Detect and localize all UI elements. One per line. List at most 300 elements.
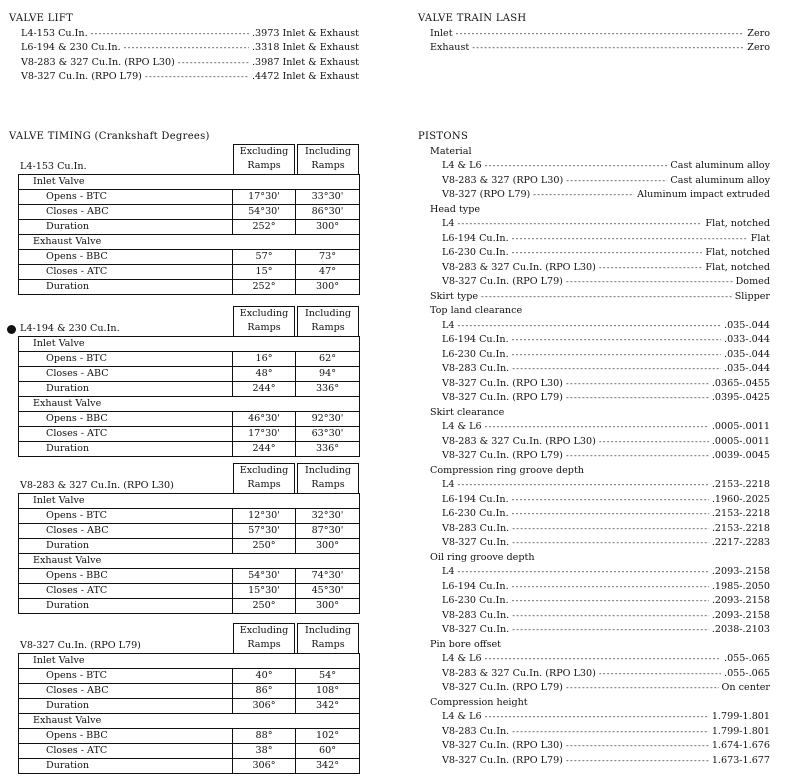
piston-spec-row-value: .055-.065 (724, 667, 770, 679)
piston-spec-row (430, 261, 770, 276)
including-ramps-value: 54° (318, 670, 336, 681)
valve-timing-table (18, 144, 360, 295)
col-ramps-label: Ramps (247, 322, 281, 333)
event-name: Opens - BTC (19, 669, 233, 683)
piston-spec-row-label: L4 (442, 479, 455, 490)
col-excluding-ramps (233, 144, 295, 174)
engine-label: L4-153 Cu.In. (20, 161, 87, 172)
piston-spec-row (430, 725, 770, 740)
including-ramps-value: 87°30' (311, 525, 344, 536)
leader-dashes (91, 27, 249, 42)
leader-dashes (566, 681, 719, 696)
piston-spec-row (430, 159, 770, 174)
piston-spec-row (430, 391, 770, 406)
piston-spec-row-value: Flat, notched (705, 247, 770, 258)
piston-spec-row-label: V8-283 Cu.In. (442, 522, 510, 534)
piston-spec-row (430, 536, 770, 551)
table-row (19, 599, 359, 613)
piston-spec-row-label: V8-283 Cu.In. (442, 363, 510, 374)
exhaust-valve-group: Exhaust Valve (19, 714, 359, 729)
table-row (19, 352, 359, 367)
leader-dashes (512, 594, 709, 609)
piston-spec-row-label: L4 & L6 (442, 711, 482, 722)
piston-spec-row (430, 333, 770, 348)
piston-spec-row (430, 478, 770, 493)
piston-spec-row-value: Flat, notched (705, 261, 770, 273)
including-ramps-value: 342° (315, 760, 340, 771)
excluding-ramps-value: 40° (233, 669, 296, 683)
excluding-ramps-value: 250° (233, 539, 296, 553)
piston-spec-row-value: 1.799-1.801 (711, 711, 770, 722)
piston-spec-row-label: L6-194 Cu.In. (442, 493, 509, 505)
piston-spec-row-label: L4 (442, 319, 455, 331)
piston-spec-row (430, 362, 770, 377)
leader-dashes (512, 362, 721, 377)
table-body (18, 493, 360, 614)
piston-spec-row-label: V8-327 Cu.In. (442, 624, 510, 635)
excluding-ramps-value: 250° (233, 599, 296, 613)
piston-spec-row-value: .2217-.2283 (711, 537, 770, 548)
piston-spec-row (430, 420, 770, 435)
piston-spec-row-value: .0395-.0425 (711, 392, 770, 403)
piston-heading-label: Top land clearance (430, 305, 523, 316)
excluding-ramps-value: 15°30' (233, 584, 296, 598)
table-header (18, 463, 360, 493)
piston-heading-row (430, 290, 770, 305)
including-ramps-value: 86°30' (311, 206, 344, 217)
piston-spec-row-value: .033-.044 (724, 334, 770, 345)
valve-lift-row-label: L4-153 Cu.In. (21, 27, 88, 39)
leader-dashes (512, 580, 709, 595)
leader-dashes (512, 725, 709, 740)
leader-dashes (457, 478, 708, 493)
inlet-valve-group: Inlet Valve (19, 494, 359, 509)
piston-heading-label: Skirt clearance (430, 406, 505, 418)
including-ramps-value: 32°30' (311, 510, 344, 521)
event-name: Duration (19, 759, 233, 773)
piston-spec-row-value: .1985-.2050 (711, 580, 770, 592)
leader-dashes (512, 507, 709, 522)
table-row (19, 569, 359, 584)
piston-spec-row-value: .2038-.2103 (711, 624, 770, 635)
piston-spec-row-label: V8-283 Cu.In. (442, 725, 510, 737)
table-body (18, 174, 360, 295)
col-excluding-label: Excluding (239, 146, 289, 157)
piston-spec-row-value: Flat (750, 232, 770, 244)
event-name: Duration (19, 599, 233, 613)
leader-dashes (566, 449, 709, 464)
col-excluding-label: Excluding (239, 625, 289, 636)
piston-spec-row-value: Flat, notched (705, 218, 770, 229)
piston-spec-row (430, 232, 770, 247)
valve-lift-row-value: .3973 Inlet & Exhaust (252, 27, 359, 39)
valve-timing-table (18, 463, 360, 614)
including-ramps-value: 300° (315, 281, 340, 292)
including-ramps-value: 73° (318, 251, 336, 262)
col-ramps-label: Ramps (311, 322, 345, 333)
piston-spec-row-label: L4 & L6 (442, 653, 482, 664)
piston-heading (430, 406, 770, 421)
event-name: Opens - BTC (19, 352, 233, 366)
piston-spec-row-value: .1960-.2025 (711, 493, 770, 505)
piston-spec-row-label: V8-327 Cu.In. (RPO L79) (442, 754, 563, 766)
piston-heading-label: Material (430, 145, 472, 157)
exhaust-valve-group: Exhaust Valve (19, 554, 359, 569)
piston-heading (430, 145, 770, 160)
leader-dashes (599, 261, 703, 276)
leader-dashes (512, 522, 709, 537)
piston-spec-row-value: On center (721, 682, 770, 693)
piston-heading (430, 304, 770, 319)
valve-lift-row-value: .4472 Inlet & Exhaust (252, 71, 359, 82)
piston-spec-row-value: 1.799-1.801 (711, 725, 770, 737)
excluding-ramps-value: 252° (233, 220, 296, 234)
piston-heading-row-value: Slipper (734, 290, 770, 302)
excluding-ramps-value: 54°30' (233, 205, 296, 219)
table-row (19, 250, 359, 265)
leader-dashes (533, 188, 634, 203)
table-row (19, 729, 359, 744)
piston-spec-row-value: 1.674-1.676 (711, 740, 770, 751)
piston-spec-row-value: .2153-.2218 (711, 508, 770, 519)
col-excluding-label: Excluding (239, 465, 289, 476)
including-ramps-value: 342° (315, 700, 340, 711)
excluding-ramps-value: 17°30' (233, 190, 296, 204)
table-row (19, 759, 359, 773)
col-excluding-label: Excluding (239, 308, 289, 319)
event-name: Closes - ABC (19, 524, 233, 538)
piston-heading-label: Oil ring groove depth (430, 551, 535, 563)
table-row (19, 442, 359, 456)
piston-spec-row-value: .2093-.2158 (711, 595, 770, 606)
excluding-ramps-value: 17°30' (233, 427, 296, 441)
col-ramps-label: Ramps (247, 160, 281, 171)
piston-spec-row (430, 652, 770, 667)
including-ramps-value: 45°30' (311, 585, 344, 596)
leader-dashes (456, 27, 745, 42)
event-name: Closes - ATC (19, 427, 233, 441)
excluding-ramps-value: 244° (233, 382, 296, 396)
including-ramps-value: 94° (318, 368, 336, 379)
valve-timing-table (18, 623, 360, 774)
leader-dashes (145, 70, 249, 85)
including-ramps-value: 62° (318, 353, 336, 364)
engine-label: V8-327 Cu.In. (RPO L79) (20, 640, 141, 651)
leader-dashes (512, 609, 709, 624)
piston-spec-row-label: V8-327 (RPO L79) (442, 189, 531, 200)
leader-dashes (512, 246, 703, 261)
event-name: Closes - ATC (19, 744, 233, 758)
table-row (19, 190, 359, 205)
piston-spec-row (430, 580, 770, 595)
including-ramps-value: 108° (315, 685, 340, 696)
leader-dashes (481, 290, 732, 305)
leader-dashes (512, 493, 709, 508)
leader-dashes (485, 710, 709, 725)
table-row (19, 412, 359, 427)
table-row (19, 280, 359, 294)
event-name: Closes - ATC (19, 584, 233, 598)
piston-spec-row-label: L6-194 Cu.In. (442, 334, 509, 345)
leader-dashes (457, 565, 708, 580)
piston-heading (430, 696, 770, 711)
engine-label: V8-283 & 327 Cu.In. (RPO L30) (20, 480, 174, 491)
including-ramps-value: 60° (318, 745, 336, 756)
col-including-ramps (297, 623, 359, 653)
piston-spec-row (430, 275, 770, 290)
excluding-ramps-value: 306° (233, 759, 296, 773)
piston-spec-row-label: L6-230 Cu.In. (442, 595, 509, 606)
col-including-ramps (297, 144, 359, 174)
piston-heading-label: Compression height (430, 696, 528, 708)
table-row (19, 265, 359, 280)
piston-spec-row-label: V8-327 Cu.In. (RPO L30) (442, 377, 563, 389)
event-name: Opens - BBC (19, 412, 233, 426)
piston-spec-row (430, 319, 770, 334)
event-name: Opens - BBC (19, 569, 233, 583)
including-ramps-value: 300° (315, 540, 340, 551)
piston-spec-row-value: Aluminum impact extruded (637, 189, 770, 200)
col-ramps-label: Ramps (247, 479, 281, 490)
lash-row-value: Zero (747, 42, 770, 53)
event-name: Closes - ATC (19, 265, 233, 279)
piston-spec-row-value: .0365-.0455 (711, 377, 770, 389)
leader-dashes (485, 652, 721, 667)
piston-spec-row-value: .2153-.2218 (711, 522, 770, 534)
piston-spec-row-value: .035-.044 (724, 348, 770, 360)
leader-dashes (566, 377, 709, 392)
piston-spec-row (430, 348, 770, 363)
piston-spec-row-label: V8-327 Cu.In. (RPO L79) (442, 682, 563, 693)
piston-spec-row-value: .2093-.2158 (711, 566, 770, 577)
piston-spec-row-label: V8-283 Cu.In. (442, 609, 510, 621)
event-name: Opens - BBC (19, 729, 233, 743)
piston-spec-row-label: L6-230 Cu.In. (442, 508, 509, 519)
leader-dashes (512, 348, 721, 363)
leader-dashes (457, 217, 702, 232)
table-row (19, 367, 359, 382)
col-excluding-ramps (233, 306, 295, 336)
piston-spec-row-value: .035-.044 (724, 363, 770, 374)
piston-spec-row (430, 174, 770, 189)
piston-spec-row-value: .2153-.2218 (711, 479, 770, 490)
piston-spec-row-value: .2093-.2158 (711, 609, 770, 621)
piston-spec-row (430, 435, 770, 450)
piston-spec-row-label: V8-327 Cu.In. (RPO L30) (442, 740, 563, 751)
event-name: Duration (19, 220, 233, 234)
exhaust-valve-group: Exhaust Valve (19, 235, 359, 250)
table-header (18, 144, 360, 174)
piston-spec-row (430, 623, 770, 638)
leader-dashes (485, 420, 709, 435)
excluding-ramps-value: 12°30' (233, 509, 296, 523)
piston-spec-row-value: 1.673-1.677 (711, 754, 770, 766)
valve-lift-row-label: V8-327 Cu.In. (RPO L79) (21, 71, 142, 82)
event-name: Closes - ABC (19, 367, 233, 381)
col-excluding-ramps (233, 463, 295, 493)
piston-spec-row (430, 188, 770, 203)
excluding-ramps-value: 86° (233, 684, 296, 698)
table-header (18, 623, 360, 653)
event-name: Closes - ABC (19, 684, 233, 698)
lash-row (430, 27, 770, 42)
excluding-ramps-value: 57°30' (233, 524, 296, 538)
leader-dashes (566, 174, 667, 189)
valve-train-lash-title: VALVE TRAIN LASH (418, 13, 527, 24)
col-ramps-label: Ramps (311, 479, 345, 490)
including-ramps-value: 300° (315, 221, 340, 232)
piston-spec-row-label: L4 & L6 (442, 160, 482, 171)
leader-dashes (512, 536, 709, 551)
leader-dashes (472, 41, 744, 56)
including-ramps-value: 47° (318, 266, 336, 277)
excluding-ramps-value: 252° (233, 280, 296, 294)
piston-spec-row-value: Cast aluminum alloy (670, 160, 770, 171)
col-ramps-label: Ramps (311, 639, 345, 650)
lash-row-value: Zero (747, 27, 770, 39)
piston-spec-row-value: .0005-.0011 (711, 435, 770, 447)
piston-spec-row-label: L4 & L6 (442, 421, 482, 432)
table-row (19, 669, 359, 684)
including-ramps-value: 336° (315, 383, 340, 394)
event-name: Opens - BTC (19, 190, 233, 204)
piston-heading (430, 464, 770, 479)
valve-lift-section (9, 12, 359, 85)
piston-spec-row-label: V8-327 Cu.In. (RPO L79) (442, 450, 563, 461)
table-row (19, 427, 359, 442)
piston-spec-row (430, 609, 770, 624)
valve-lift-row-label: V8-283 & 327 Cu.In. (RPO L30) (21, 56, 175, 68)
lash-row-label: Inlet (430, 27, 453, 39)
leader-dashes (512, 232, 748, 247)
including-ramps-value: 33°30' (311, 191, 344, 202)
piston-spec-row-value: .0039-.0045 (711, 450, 770, 461)
valve-train-lash-section (418, 12, 770, 56)
piston-spec-row (430, 710, 770, 725)
col-including-ramps (297, 306, 359, 336)
bullet-marker (7, 325, 16, 334)
leader-dashes (599, 667, 721, 682)
piston-spec-row-value: Cast aluminum alloy (670, 174, 770, 186)
including-ramps-value: 92°30' (311, 413, 344, 424)
table-row (19, 684, 359, 699)
leader-dashes (124, 41, 249, 56)
table-row (19, 220, 359, 235)
piston-spec-row (430, 594, 770, 609)
valve-lift-row-value: .3987 Inlet & Exhaust (252, 56, 359, 68)
leader-dashes (566, 754, 709, 769)
excluding-ramps-value: 54°30' (233, 569, 296, 583)
excluding-ramps-value: 15° (233, 265, 296, 279)
leader-dashes (599, 435, 709, 450)
excluding-ramps-value: 48° (233, 367, 296, 381)
col-including-label: Including (304, 146, 352, 157)
leader-dashes (566, 391, 709, 406)
event-name: Closes - ABC (19, 205, 233, 219)
including-ramps-value: 63°30' (311, 428, 344, 439)
piston-heading (430, 551, 770, 566)
valve-timing-table (18, 306, 360, 457)
piston-heading (430, 203, 770, 218)
table-body (18, 336, 360, 457)
piston-spec-row-label: L6-194 Cu.In. (442, 232, 509, 244)
piston-spec-row (430, 217, 770, 232)
piston-spec-row-label: V8-327 Cu.In. (RPO L79) (442, 276, 563, 287)
including-ramps-value: 300° (315, 600, 340, 611)
event-name: Duration (19, 442, 233, 456)
piston-spec-row-label: V8-283 & 327 Cu.In. (RPO L30) (442, 435, 596, 447)
col-ramps-label: Ramps (311, 160, 345, 171)
piston-heading-label: Pin bore offset (430, 638, 502, 650)
col-ramps-label: Ramps (247, 639, 281, 650)
table-body (18, 653, 360, 774)
inlet-valve-group: Inlet Valve (19, 175, 359, 190)
piston-spec-row (430, 681, 770, 696)
valve-lift-title: VALVE LIFT (9, 13, 74, 24)
excluding-ramps-value: 38° (233, 744, 296, 758)
excluding-ramps-value: 16° (233, 352, 296, 366)
inlet-valve-group: Inlet Valve (19, 337, 359, 352)
piston-heading-label: Head type (430, 203, 481, 215)
excluding-ramps-value: 88° (233, 729, 296, 743)
piston-heading (430, 638, 770, 653)
event-name: Duration (19, 280, 233, 294)
valve-lift-row (21, 70, 359, 85)
piston-spec-row-label: V8-283 & 327 Cu.In. (RPO L30) (442, 667, 596, 679)
col-including-ramps (297, 463, 359, 493)
valve-lift-row (21, 27, 359, 42)
piston-spec-row-label: L4 (442, 218, 455, 229)
piston-heading-row-label: Skirt type (430, 290, 479, 302)
pistons-title: PISTONS (418, 131, 469, 142)
piston-spec-row-label: V8-327 Cu.In. (RPO L79) (442, 392, 563, 403)
excluding-ramps-value: 306° (233, 699, 296, 713)
lash-row-label: Exhaust (430, 42, 470, 53)
piston-spec-row-label: L4 (442, 566, 455, 577)
piston-spec-row (430, 565, 770, 580)
table-row (19, 382, 359, 397)
including-ramps-value: 74°30' (311, 570, 344, 581)
table-header (18, 306, 360, 336)
engine-label: L4-194 & 230 Cu.In. (20, 323, 120, 334)
col-including-label: Including (304, 465, 352, 476)
exhaust-valve-group: Exhaust Valve (19, 397, 359, 412)
including-ramps-value: 102° (315, 730, 340, 741)
piston-spec-row (430, 739, 770, 754)
piston-spec-row-label: L6-230 Cu.In. (442, 247, 509, 258)
excluding-ramps-value: 46°30' (233, 412, 296, 426)
table-row (19, 509, 359, 524)
leader-dashes (566, 739, 709, 754)
including-ramps-value: 336° (315, 443, 340, 454)
event-name: Duration (19, 382, 233, 396)
piston-spec-row (430, 667, 770, 682)
leader-dashes (178, 56, 249, 71)
table-row (19, 539, 359, 554)
valve-lift-row (21, 56, 359, 71)
piston-spec-row-label: L6-230 Cu.In. (442, 348, 509, 360)
lash-row (430, 41, 770, 56)
table-row (19, 584, 359, 599)
piston-spec-row-value: .035-.044 (724, 319, 770, 331)
piston-spec-row-value: Domed (735, 276, 770, 287)
piston-spec-row-label: L6-194 Cu.In. (442, 580, 509, 592)
piston-spec-row (430, 246, 770, 261)
event-name: Duration (19, 699, 233, 713)
piston-spec-row (430, 493, 770, 508)
col-including-label: Including (304, 625, 352, 636)
piston-heading-label: Compression ring groove depth (430, 464, 584, 476)
